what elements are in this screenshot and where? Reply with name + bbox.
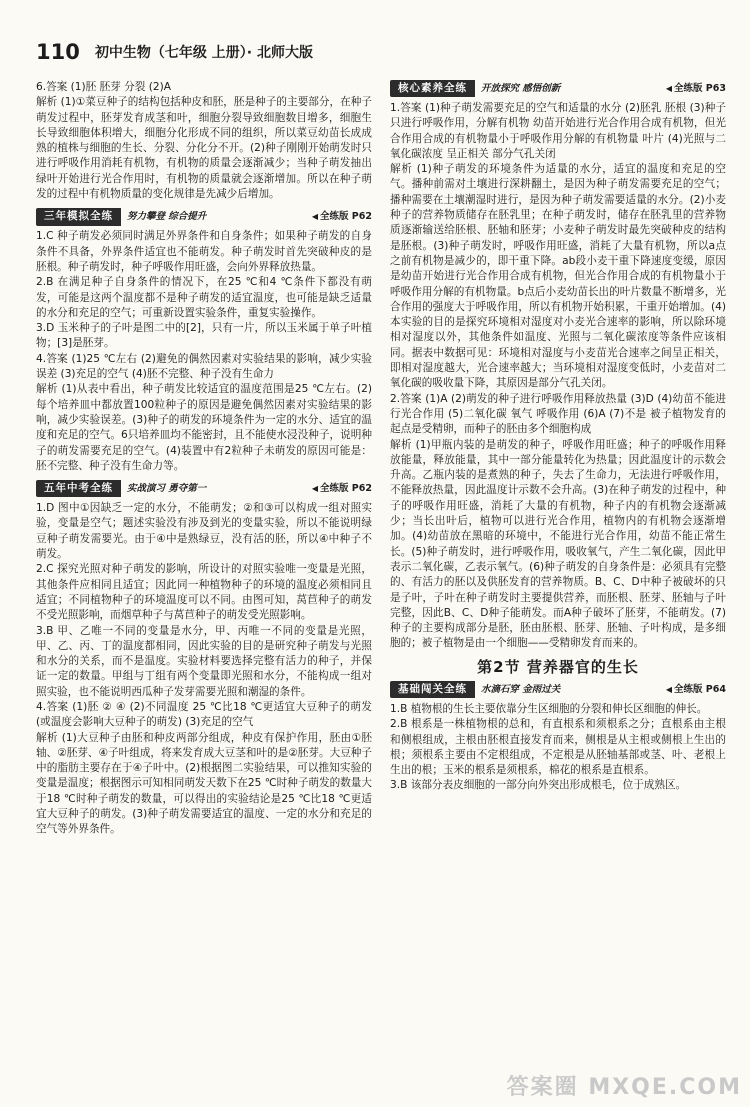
banner-title: 核心素养全练 (390, 80, 475, 97)
triangle-icon: ◀ (311, 212, 318, 222)
analysis-item: 解析 (1)甲瓶内装的是萌发的种子，呼吸作用旺盛；种子的呼吸作用释放能量，释放能量，其中一部分能量转化为热量；因此温度计的示数会升高。乙瓶内装的是煮熟的种子，失去了生命力，无法进行呼吸作用，不能释放热量，因此温度计示数不会升高。(3)在种子萌发的过程中，种子的呼吸作用旺盛，消耗了大量的有机物，种子内的有机物会逐渐减少；当长出叶后，植物可以进行光合作用，植物内的有机物会逐渐增加。(4)幼苗放在黑暗的环境中，不能进行光合作用，幼苗不能正常生长。(5)种子萌发时，进行呼吸作用，吸收氧气，产生二氧化碳，因此甲表示二氧化碳，乙表示氧气。(6)种子萌发的自身条件是：必须具有完整的、有活力的胚以及供胚发育的营养物质。B、C、D中种子被破坏的只是子叶，子叶在种子萌发时主要提供营养，而胚根、胚芽、胚轴与子叶完整，因此B、C、D种子能萌发。而A种子破坏了胚芽，不能萌发。(7)种子的主要构成部分是胚，胚由胚根、胚芽、胚轴、子叶构成，是多细胞的；被子植物是由一个细胞——受精卵发育而来的。 (390, 438, 726, 650)
banner-slogan: 水滴石穿 金雨过关 (481, 683, 561, 695)
banner-page-ref: ◀ 全练版 P62 (311, 211, 372, 223)
left-column (36, 80, 372, 838)
q6-answer: 6.答案 (1)胚 胚芽 分裂 (2)A (36, 81, 171, 93)
answer-item: 3.B 甲、乙唯一不同的变量是水分，甲、丙唯一不同的变量是光照，甲、乙、丙、丁的温度都相同，因此实验的目的是研究种子萌发与光照和水分的关系，而不是温度。实验材料要选择完整有活力的种子，并保证一定的数量。甲组与丁组有两个变量即光照和水分，不能构成一组对照实验，也不能说明西瓜种子发芽需要光照和潮湿的条件。 (36, 624, 372, 698)
page-header (36, 40, 716, 68)
banner-title: 基础闯关全练 (390, 681, 475, 698)
section-banner-core (390, 80, 726, 97)
answer-item: 2.B 根系是一株植物根的总和，有直根系和须根系之分；直根系由主根和侧根组成，主根由胚根直接发育而来，侧根是从主根或侧根上生出的根；须根系主要由不定根组成，不定根是从胚轴基部或茎、叶、老根上生出的根；玉米的根系是须根系，棉花的根系是直根系。 (390, 718, 726, 777)
banner-slogan: 实战演习 勇夺第一 (127, 482, 207, 494)
watermark: 答案圈 MXQE.COM (506, 1075, 742, 1100)
answer-item: 1.答案 (1)种子萌发需要充足的空气和适量的水分 (2)胚乳 胚根 (3)种子只进行呼吸作用，分解有机物 幼苗开始进行光合作用合成有机物，但光合作用合成的有机物量小于呼吸作用分解的有机物量 叶片 (4)光照与二氧化碳浓度 呈正相关 部分气孔关闭 (390, 102, 726, 160)
banner-page-ref: ◀ 全练版 P62 (311, 482, 372, 494)
book-title: 初中生物（七年级 上册）· 北师大版 (94, 45, 314, 61)
answer-item: 3.B 该部分表皮细胞的一部分向外突出形成根毛，位于成熟区。 (390, 779, 687, 792)
answer-item: 2.B 在满足种子自身条件的情况下，在25 ℃和4 ℃条件下都没有萌发，可能是这两个温度都不是种子萌发的适宜温度，也可能是缺乏适量的水分和充足的空气；可重新设置实验条件，重复实验操作。 (36, 276, 372, 319)
right-column (390, 80, 726, 794)
page-number: 110 (36, 40, 80, 64)
answer-item: 3.D 玉米种子的子叶是图二中的[2]，只有一片，所以玉米属于单子叶植物；[3]是胚芽。 (36, 322, 372, 350)
section-banner-five-year (36, 480, 372, 497)
answer-item: 4.答案 (1)胚 ② ④ (2)不同温度 25 ℃比18 ℃更适宜大豆种子的萌发(或温度会影响大豆种子的萌发) (3)充足的空气 (36, 700, 372, 729)
banner-title: 三年模拟全练 (36, 208, 121, 225)
banner-page-ref: ◀ 全练版 P63 (665, 82, 726, 94)
section-banner-three-year (36, 208, 372, 225)
analysis-item: 解析 (1)种子萌发的环境条件为适量的水分，适宜的温度和充足的空气。播种前需对土壤进行深耕翻土，是因为种子萌发需要充足的空气；播种需要在土壤潮湿时进行，是因为种子萌发需要适量的水分。(2)小麦种子的营养物质储存在胚乳里；在种子萌发时，储存在胚乳里的营养物质逐渐输送给胚根、胚轴和胚芽；小麦种子萌发时最先突破种皮的结构是胚根。(3)种子萌发时，呼吸作用旺盛，消耗了大量有机物，所以a点之前有机物是减少的，即干重下降。ab段小麦干重下降速度变缓，原因是幼苗开始进行光合作用合成有机物，但光合作用合成的有机物量小于呼吸作用分解的有机物量。b点后小麦幼苗长出的叶片数量不断增多，光合作用的强度大于呼吸作用，所以有机物开始积累，干重开始增加。(4)本实验的目的是探究环境相对湿度对小麦光合速率的影响，所以除环境相对湿度以外，其他条件如温度、光照与二氧化碳浓度等条件应该相同。据表中数据可见：环境相对湿度与小麦苗光合速率之间呈正相关，即相对湿度越大，光合速率越大；当环境相对湿度变低时，小麦苗对二氧化碳的吸收量下降，其原因是部分气孔关闭。 (390, 163, 726, 390)
triangle-icon: ◀ (665, 83, 672, 93)
answer-item: 1.D 图中①因缺乏一定的水分，不能萌发；②和③可以构成一组对照实验，变量是空气；题述实验没有涉及到光的变量实验，所以不能说明绿豆种子萌发需要光。由于④中是熟绿豆，没有活的胚，所以④中种子不萌发。 (36, 502, 372, 561)
answer-item: 1.B 植物根的生长主要依靠分生区细胞的分裂和伸长区细胞的伸长。 (390, 702, 708, 715)
triangle-icon: ◀ (665, 684, 672, 694)
answer-item: 1.C 种子萌发必须同时满足外界条件和自身条件；如果种子萌发的自身条件不具备，外界条件适宜也不能萌发。种子萌发时首先突破种皮的是胚根。种子萌发时，种子呼吸作用旺盛，会向外界释放热量。 (36, 230, 372, 273)
banner-page-ref: ◀ 全练版 P64 (665, 683, 726, 695)
analysis-item: 解析 (1)大豆种子由胚和种皮两部分组成，种皮有保护作用，胚由①胚轴、②胚芽、④子叶组成，将来发育成大豆茎和叶的是②胚芽。大豆种子中的脂肪主要存在于④子叶中。(2)根据图二实验结果，可以推知实验的变量是温度；根据图示可知相同萌发天数下在25 ℃时种子萌发的数量大于18 ℃时种子萌发的数量，可以得出的实验结论是25 ℃比18 ℃更适宜大豆种子的萌发。(3)种子萌发需要适宜的温度、一定的水分和充足的空气等外界条件。 (36, 731, 372, 836)
answer-item: 4.答案 (1)25 ℃左右 (2)避免的偶然因素对实验结果的影响，减少实验误差 (3)充足的空气 (4)胚不完整、种子没有生命力 (36, 352, 372, 381)
banner-slogan: 努力攀登 综合提升 (127, 211, 207, 223)
banner-title: 五年中考全练 (36, 480, 121, 497)
analysis-item: 解析 (1)从表中看出，种子萌发比较适宜的温度范围是25 ℃左右。(2)每个培养皿中都放置100粒种子的原因是避免偶然因素对实验结果的影响，减少实验误差。(3)种子的萌发的环境条件为一定的水分、适宜的温度和充足的空气。6只培养皿均不能密封，且不能使水浸没种子，说明种子的萌发需要充足的空气。(4)装置中有2粒种子未萌发的原因可能是：胚不完整、种子没有生命力等。 (36, 383, 372, 472)
section-banner-basic (390, 681, 726, 698)
triangle-icon: ◀ (311, 483, 318, 493)
answer-item: 2.C 探究光照对种子萌发的影响，所设计的对照实验唯一变量是光照，其他条件应相同且适宜；因此同一种植物种子的环境的温度必须相同且适宜；不同植物种子的环境温度可以不同。由图可知，莴苣种子的萌发不受光照影响，而烟草种子与莴苣种子的萌发受光照影响。 (36, 563, 372, 622)
banner-slogan: 开放探究 感悟创新 (481, 82, 561, 94)
q6-analysis: 解析 (1)①菜豆种子的结构包括种皮和胚，胚是种子的主要部分，在种子萌发过程中，胚芽发育成茎和叶，细胞分裂导致细胞数目增多，细胞生长导致细胞体积增大，细胞分化形成不同的组织，所以菜豆幼苗长成成熟的植株与细胞的生长、分裂、分化分不开。(2)种子刚刚开始萌发时只进行呼吸作用消耗有机物，有机物的质量会逐渐减少；当种子萌发抽出绿叶开始进行光合作用时，有机物的质量就会逐渐增加。所以在种子萌发的过程中有机物质量的变化规律是先减少后增加。 (36, 96, 372, 201)
answer-item: 2.答案 (1)A (2)萌发的种子进行呼吸作用释放热量 (3)D (4)幼苗不能进行光合作用 (5)二氧化碳 氧气 呼吸作用 (6)A (7)不是 被子植物发育的起点是受精卵，而种子的胚由多个细胞构成 (390, 392, 726, 436)
section-title: 第2节 营养器官的生长 (477, 657, 639, 676)
